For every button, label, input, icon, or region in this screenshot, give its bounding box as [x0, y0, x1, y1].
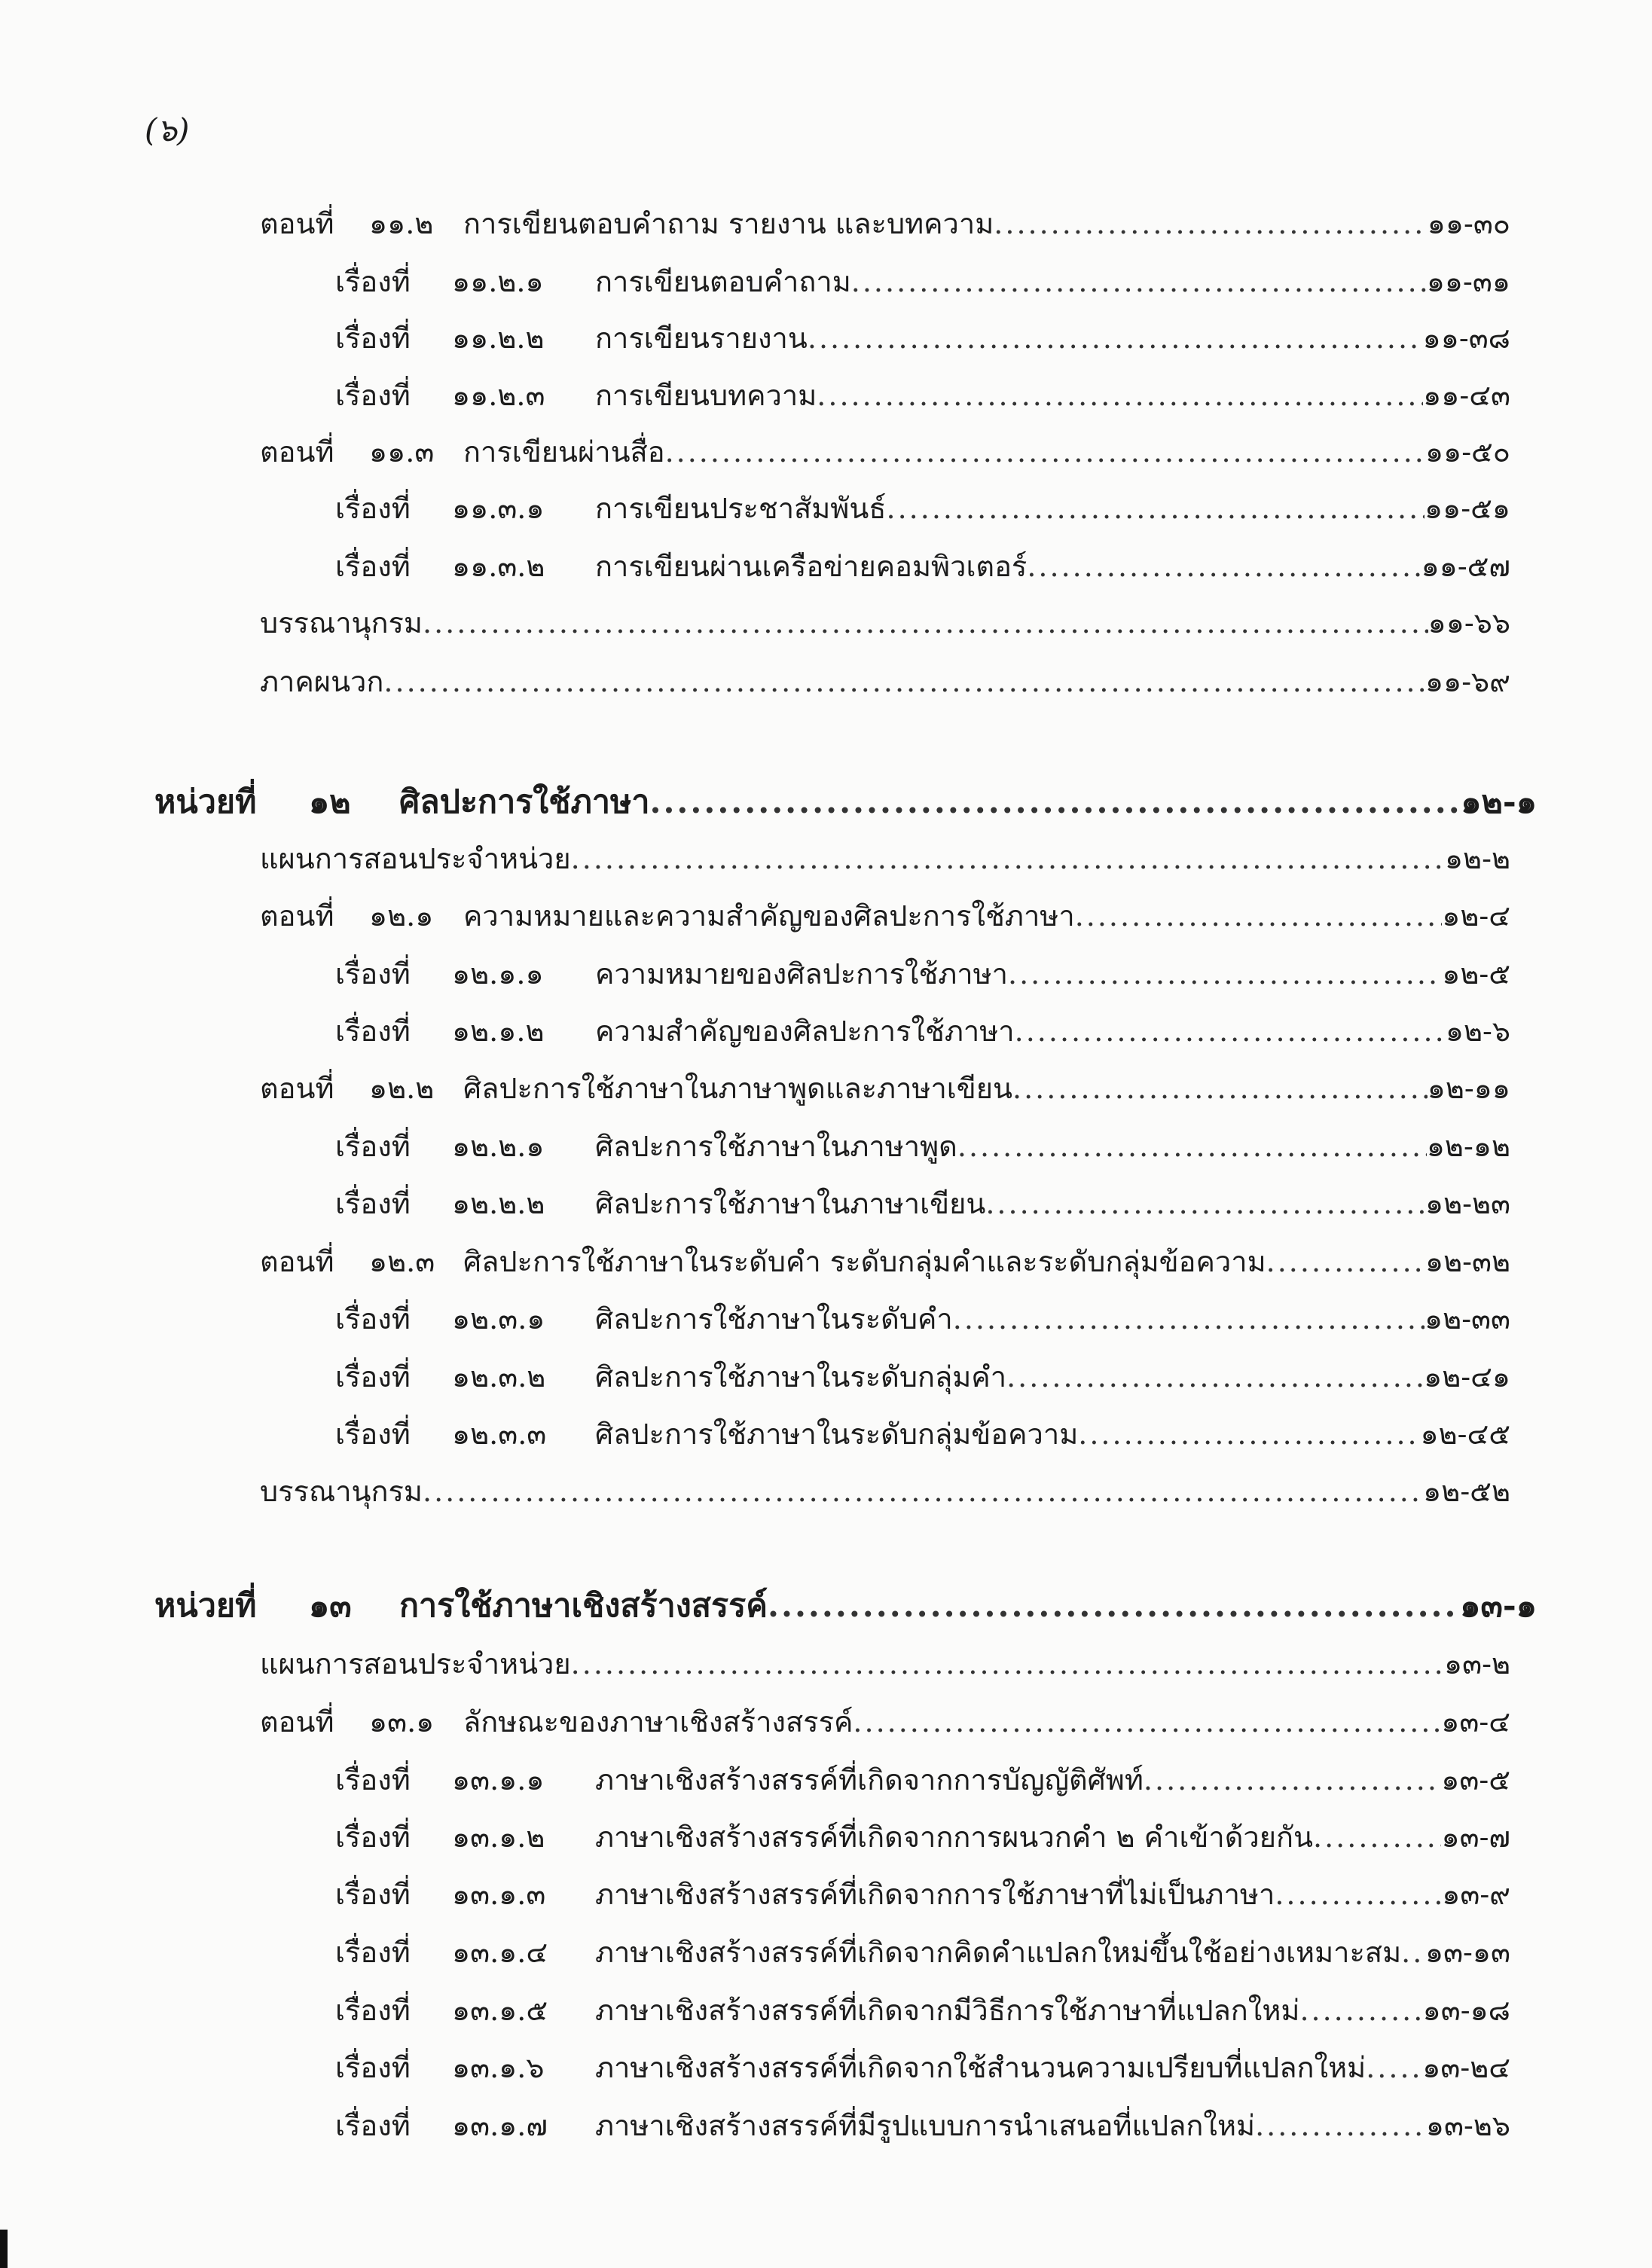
toc-code: ๑๓.๑.๕ [452, 1994, 548, 2027]
toc-code: ๑๒.๓.๑ [452, 1302, 545, 1335]
toc-leader-dots [817, 371, 1423, 420]
toc-title: ศิลปะการใช้ภาษาในระดับคำ ระดับกลุ่มคำและระดับกลุ่มข้อความ [463, 1245, 1266, 1278]
toc-leader-dots [994, 200, 1427, 248]
toc-page: ๑๒-๑๒ [1426, 1130, 1510, 1163]
toc-row-misc [260, 835, 1510, 883]
toc-code: ๑๑.๓.๒ [452, 550, 545, 583]
toc-title: ภาษาเชิงสร้างสรรค์ที่เกิดจากใช้สำนวนความเปรียบที่แปลกใหม่ [595, 2051, 1366, 2084]
toc-title: ภาษาเชิงสร้างสรรค์ที่เกิดจากมีวิธีการใช้ภาษาที่แปลกใหม่ [595, 1994, 1300, 2027]
toc-page: ๑๑-๔๓ [1423, 379, 1510, 412]
toc-leader-dots [423, 599, 1428, 647]
toc-leader-dots [1275, 1870, 1442, 1918]
toc-title: การเขียนประชาสัมพันธ์ [595, 492, 887, 525]
toc-row-topic [335, 1986, 1510, 2034]
toc-title: การเขียนผ่านสื่อ [463, 435, 665, 469]
toc-leader-dots [1299, 1986, 1422, 2034]
toc-page: ๑๒-๑ [1461, 783, 1537, 821]
toc-title: การเขียนรายงาน [595, 322, 808, 355]
toc-leader-dots [768, 1582, 1460, 1630]
toc-leader-dots [1144, 1756, 1441, 1804]
toc-leader-dots [383, 658, 1425, 706]
toc-code: ๑๓.๑.๓ [452, 1878, 546, 1911]
toc-page: ๑๓-๙ [1442, 1878, 1510, 1911]
toc-row-topic [335, 1353, 1510, 1401]
toc-row-topic [335, 1928, 1510, 1976]
toc-row-topic [335, 314, 1510, 362]
toc-code: ๑๓.๑.๑ [452, 1763, 545, 1796]
toc-row-topic [335, 1122, 1510, 1171]
toc-page: ๑๑-๕๗ [1421, 550, 1510, 583]
toc-title: การเขียนตอบคำถาม รายงาน และบทความ [463, 207, 994, 240]
toc-row-topic [335, 1756, 1510, 1804]
toc-label: เรื่องที่ [335, 1015, 411, 1048]
toc-row-section [260, 1238, 1510, 1286]
toc-page: ๑๓-๕ [1441, 1763, 1510, 1796]
toc-code: ๑๓ [309, 1587, 352, 1625]
toc-page: ๑๑-๖๙ [1425, 665, 1510, 698]
toc-leader-dots [571, 835, 1445, 883]
toc-title: ลักษณะของภาษาเชิงสร้างสรรค์ [463, 1705, 853, 1738]
toc-row-topic [335, 1410, 1510, 1458]
toc-code: ๑๓.๑.๗ [452, 2109, 548, 2142]
toc-row-section [260, 1698, 1510, 1746]
toc-leader-dots [1078, 1410, 1420, 1458]
toc-title: การใช้ภาษาเชิงสร้างสรรค์ [399, 1587, 768, 1625]
toc-row-topic [335, 2044, 1510, 2092]
toc-leader-dots [1006, 1353, 1424, 1401]
toc-row-topic [335, 1180, 1510, 1228]
page-number: (๖) [145, 111, 190, 148]
toc-code: ๑๑.๓.๑ [452, 492, 545, 525]
toc-title: ศิลปะการใช้ภาษาในระดับกลุ่มข้อความ [595, 1418, 1079, 1451]
toc-code: ๑๒.๑.๒ [452, 1015, 545, 1048]
toc-leader-dots [887, 484, 1425, 533]
toc-title: การเขียนผ่านเครือข่ายคอมพิวเตอร์ [595, 550, 1028, 583]
toc-title: ความหมายและความสำคัญของศิลปะการใช้ภาษา [463, 899, 1075, 933]
toc-label: เรื่องที่ [335, 1187, 411, 1220]
toc-page: ๑๒-๔๑ [1424, 1360, 1510, 1393]
toc-leader-dots [649, 778, 1461, 826]
toc-code: ๑๒.๓ [369, 1245, 435, 1278]
toc-row-misc [260, 1467, 1510, 1516]
toc-row-topic [335, 484, 1510, 533]
toc-page: ๑๓-๑๓ [1425, 1936, 1510, 1969]
toc-title: ภาษาเชิงสร้างสรรค์ที่เกิดจากการบัญญัติศัพท์ [595, 1763, 1144, 1796]
toc-leader-dots [985, 1180, 1425, 1228]
toc-leader-dots [808, 314, 1423, 362]
toc-page: ๑๒-๒ [1444, 842, 1510, 875]
toc-leader-dots [571, 1640, 1444, 1688]
toc-row-topic [335, 258, 1510, 306]
toc-page: ๑๓-๔ [1441, 1705, 1510, 1738]
toc-title: แผนการสอนประจำหน่วย [260, 842, 571, 875]
toc-label: เรื่องที่ [335, 2109, 411, 2142]
toc-leader-dots [665, 428, 1425, 476]
toc-label: เรื่องที่ [335, 1360, 411, 1393]
toc-label: ตอนที่ [260, 1072, 334, 1105]
toc-code: ๑๑.๒.๒ [452, 322, 545, 355]
toc-title: บรรณานุกรม [260, 606, 423, 639]
toc-label: ตอนที่ [260, 1245, 334, 1278]
toc-label: เรื่องที่ [335, 550, 411, 583]
toc-row-topic [335, 1007, 1510, 1055]
toc-row-topic [335, 1813, 1510, 1861]
toc-title: ภาษาเชิงสร้างสรรค์ที่มีรูปแบบการนำเสนอที่แปลกใหม่ [595, 2109, 1256, 2142]
toc-leader-dots [1012, 1064, 1428, 1113]
toc-label: เรื่องที่ [335, 957, 411, 991]
toc-code: ๑๒.๒ [369, 1072, 435, 1105]
toc-title: ภาษาเชิงสร้างสรรค์ที่เกิดจากคิดคำแปลกใหม่ขึ้นใช้อย่างเหมาะสม [595, 1936, 1402, 1969]
toc-label: ตอนที่ [260, 435, 334, 469]
toc-title: ความหมายของศิลปะการใช้ภาษา [595, 957, 1009, 991]
toc-title: ศิลปะการใช้ภาษาในภาษาพูด [595, 1130, 957, 1163]
toc-label: เรื่องที่ [335, 1302, 411, 1335]
toc-page: ๑๓-๒๖ [1425, 2109, 1510, 2142]
toc-page: ๑๒-๒๓ [1425, 1187, 1510, 1220]
toc-label: เรื่องที่ [335, 2051, 411, 2084]
toc-code: ๑๓.๑.๒ [452, 1821, 545, 1854]
toc-code: ๑๑.๒.๓ [452, 379, 545, 412]
toc-row-topic [335, 2102, 1510, 2150]
toc-title: ศิลปะการใช้ภาษาในภาษาเขียน [595, 1187, 986, 1220]
toc-page: ๑๒-๓๒ [1425, 1245, 1510, 1278]
toc-code: ๑๒.๑.๑ [452, 957, 544, 991]
toc-page: ๑๑-๓๐ [1427, 207, 1510, 240]
toc-page: ๑๑-๓๘ [1422, 322, 1510, 355]
toc-label: เรื่องที่ [335, 265, 411, 298]
toc-page: ๑๓-๒ [1444, 1647, 1510, 1680]
toc-row-section [260, 428, 1510, 476]
toc-page: ๑๓-๑ [1460, 1587, 1537, 1625]
toc-code: ๑๓.๑.๔ [452, 1936, 548, 1969]
toc-row-section [260, 200, 1510, 248]
toc-code: ๑๑.๒.๑ [452, 265, 544, 298]
toc-code: ๑๓.๑ [369, 1705, 435, 1738]
toc-code: ๑๒ [309, 783, 351, 821]
toc-row-topic [335, 950, 1510, 998]
toc-title: ศิลปะการใช้ภาษาในระดับคำ [595, 1302, 953, 1335]
toc-title: การเขียนบทความ [595, 379, 817, 412]
toc-leader-dots [1366, 2044, 1422, 2092]
toc-label: เรื่องที่ [335, 379, 411, 412]
toc-label: เรื่องที่ [335, 1936, 411, 1969]
toc-code: ๑๓.๑.๖ [452, 2051, 545, 2084]
toc-code: ๑๒.๒.๑ [452, 1130, 545, 1163]
toc-title: ศิลปะการใช้ภาษา [399, 783, 650, 821]
toc-row-section [260, 1064, 1510, 1113]
toc-title: ภาคผนวก [260, 665, 384, 698]
toc-title: ภาษาเชิงสร้างสรรค์ที่เกิดจากการผนวกคำ ๒ คำเข้าด้วยกัน [595, 1821, 1314, 1854]
toc-label: ตอนที่ [260, 207, 334, 240]
toc-leader-dots [1313, 1813, 1441, 1861]
toc-label: เรื่องที่ [335, 1994, 411, 2027]
toc-page: ๑๒-๓๓ [1425, 1302, 1510, 1335]
toc-code: ๑๒.๓.๓ [452, 1418, 547, 1451]
toc-title: การเขียนตอบคำถาม [595, 265, 851, 298]
toc-code: ๑๒.๒.๒ [452, 1187, 545, 1220]
toc-row-topic [335, 1870, 1510, 1918]
toc-leader-dots [851, 258, 1427, 306]
toc-leader-dots [423, 1467, 1423, 1516]
toc-page: ๑๓-๑๘ [1422, 1994, 1510, 2027]
toc-row-topic [335, 1295, 1510, 1343]
toc-label: เรื่องที่ [335, 1878, 411, 1911]
toc-leader-dots [1255, 2102, 1426, 2150]
toc-title: ภาษาเชิงสร้างสรรค์ที่เกิดจากการใช้ภาษาที่ไม่เป็นภาษา [595, 1878, 1275, 1911]
toc-label: หน่วยที่ [154, 783, 257, 821]
scan-edge-mark [0, 2230, 8, 2268]
toc-leader-dots [1075, 892, 1443, 940]
toc-row-unit [154, 778, 1537, 826]
toc-title: ศิลปะการใช้ภาษาในภาษาพูดและภาษาเขียน [463, 1072, 1013, 1105]
toc-title: บรรณานุกรม [260, 1475, 423, 1508]
toc-page: ๑๑-๕๑ [1425, 492, 1510, 525]
toc-row-section [260, 892, 1510, 940]
toc-page: ๑๒-๔๕ [1420, 1418, 1510, 1451]
toc-title: แผนการสอนประจำหน่วย [260, 1647, 571, 1680]
toc-leader-dots [853, 1698, 1441, 1746]
toc-page: ๑๒-๕ [1442, 957, 1510, 991]
toc-code: ๑๑.๒ [369, 207, 434, 240]
toc-page: ๑๒-๕๒ [1423, 1475, 1510, 1508]
toc-page: ๑๑-๖๖ [1428, 606, 1510, 639]
toc-label: เรื่องที่ [335, 322, 411, 355]
toc-page: ๑๒-๔ [1442, 899, 1510, 933]
toc-leader-dots [1008, 950, 1442, 998]
toc-row-misc [260, 658, 1510, 706]
toc-row-topic [335, 371, 1510, 420]
toc-leader-dots [953, 1295, 1425, 1343]
toc-label: เรื่องที่ [335, 1821, 411, 1854]
toc-page: ๑๑-๕๐ [1425, 435, 1510, 469]
toc-label: เรื่องที่ [335, 1130, 411, 1163]
toc-label: เรื่องที่ [335, 1763, 411, 1796]
toc-page: ๑๓-๒๔ [1422, 2051, 1510, 2084]
toc-page: ๑๒-๖ [1445, 1015, 1510, 1048]
toc-label: ตอนที่ [260, 1705, 334, 1738]
toc-leader-dots [957, 1122, 1427, 1171]
toc-code: ๑๑.๓ [369, 435, 435, 469]
toc-page: ๑๒-๑๑ [1427, 1072, 1510, 1105]
toc-page: ๑๓-๗ [1441, 1821, 1510, 1854]
toc-code: ๑๒.๓.๒ [452, 1360, 546, 1393]
toc-leader-dots [1015, 1007, 1446, 1055]
toc-row-misc [260, 599, 1510, 647]
toc-row-misc [260, 1640, 1510, 1688]
toc-title: ความสำคัญของศิลปะการใช้ภาษา [595, 1015, 1015, 1048]
toc-leader-dots [1266, 1238, 1425, 1286]
toc-label: เรื่องที่ [335, 1418, 411, 1451]
toc-title: ศิลปะการใช้ภาษาในระดับกลุ่มคำ [595, 1360, 1007, 1393]
toc-label: ตอนที่ [260, 899, 334, 933]
toc-leader-dots [1401, 1928, 1425, 1976]
toc-page: ๑๑-๓๑ [1426, 265, 1510, 298]
toc-code: ๑๒.๑ [369, 899, 434, 933]
toc-row-unit [154, 1582, 1537, 1630]
toc-label: เรื่องที่ [335, 492, 411, 525]
toc-row-topic [335, 542, 1510, 591]
toc-leader-dots [1027, 542, 1421, 591]
toc-label: หน่วยที่ [154, 1587, 257, 1625]
